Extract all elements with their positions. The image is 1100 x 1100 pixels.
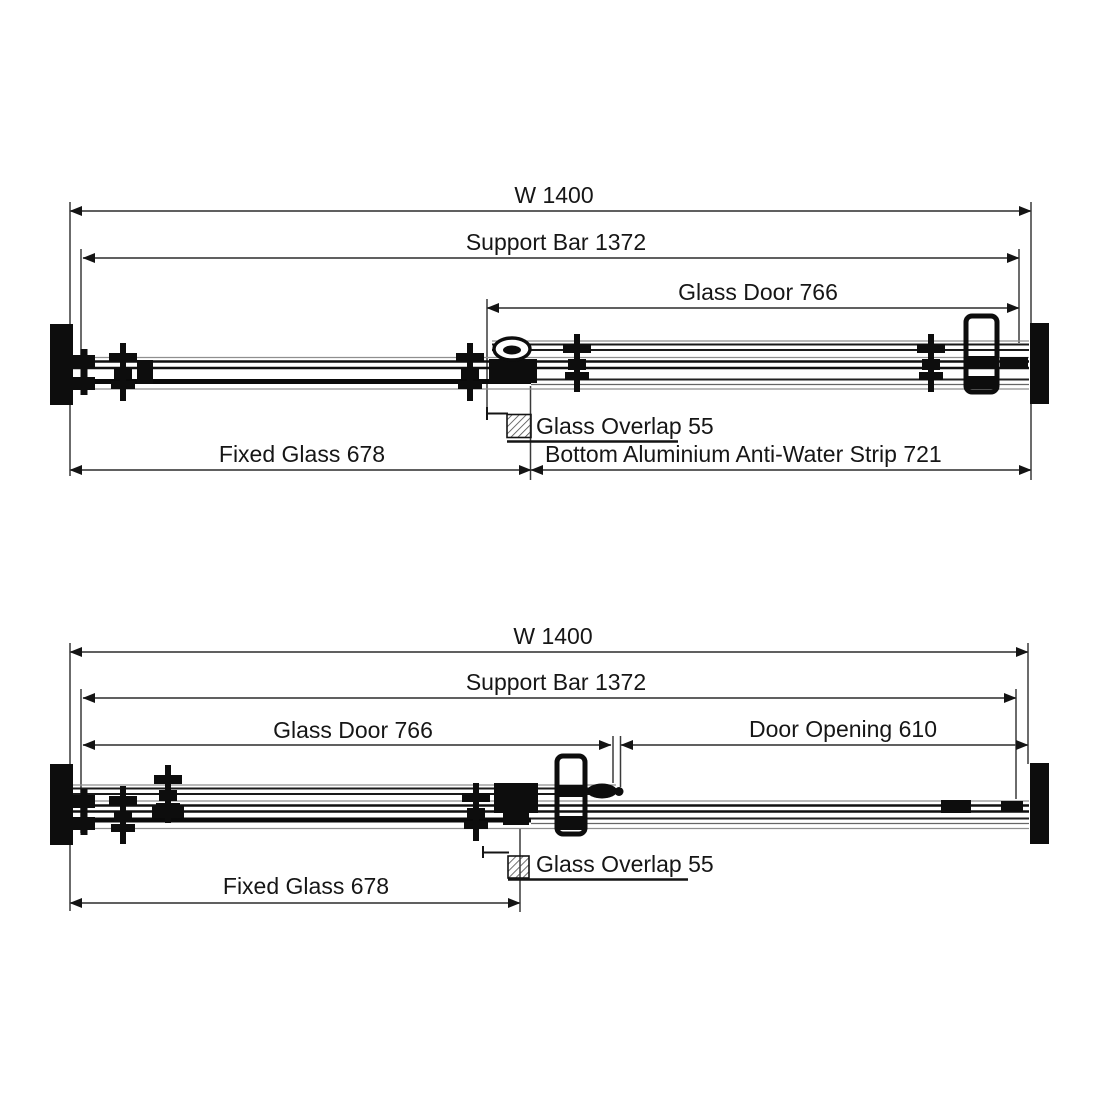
label-door-opening: Door Opening 610 [749,716,937,742]
wall-profile-left [50,764,73,845]
label-fixed-glass: Fixed Glass 678 [222,873,390,899]
label-width: W 1400 [514,182,594,208]
label-glass-door: Glass Door 766 [678,279,838,305]
label-glass-overlap: Glass Overlap 55 [536,413,714,439]
overlap-hatch [507,415,531,438]
label-width: W 1400 [513,623,593,649]
label-glass-overlap: Glass Overlap 55 [536,851,714,877]
door-roller-base [503,813,529,825]
door-glass-edge-cap [587,784,617,799]
door-roller-block [489,359,537,383]
label-glass-door: Glass Door 766 [273,717,433,743]
door-handle-band-upper [557,785,585,797]
door-roller-block [494,783,538,813]
door-handle-band-lower [557,816,585,830]
rail-stopper [941,800,971,813]
label-fixed-glass: Fixed Glass 678 [218,441,386,467]
diagram-door-closed [50,182,1049,480]
wall-profile-left [50,324,73,405]
door-handle [557,756,585,834]
labels-closed [219,182,942,467]
assembly-open [50,756,1049,845]
label-anti-water-strip: Bottom Aluminium Anti-Water Strip 721 [545,441,942,467]
door-handle-band-lower [966,376,997,389]
label-support-bar: Support Bar 1372 [465,669,647,695]
labels-open [223,623,937,899]
label-support-bar: Support Bar 1372 [465,229,647,255]
fixed-glass-clamp [109,343,137,401]
door-roller-hub [503,346,521,355]
fixed-glass-block [137,360,153,384]
door-clamp-base [152,806,184,818]
assembly-closed [50,316,1049,405]
door-clamp-left [563,334,591,392]
door-handle [966,316,997,392]
wall-profile-right [1030,323,1049,404]
overlap-hatch [508,856,529,878]
door-clamp-right [917,334,945,392]
door-handle-band-upper [966,356,997,368]
wall-bracket [73,349,95,395]
door-opening-edge-dot [615,787,624,796]
wall-stopper-block [1000,357,1028,369]
rail-stopper-small [1001,801,1023,812]
fixed-glass-clamp-mid [456,343,484,401]
wall-profile-right [1030,763,1049,844]
diagram-door-open [50,623,1049,912]
